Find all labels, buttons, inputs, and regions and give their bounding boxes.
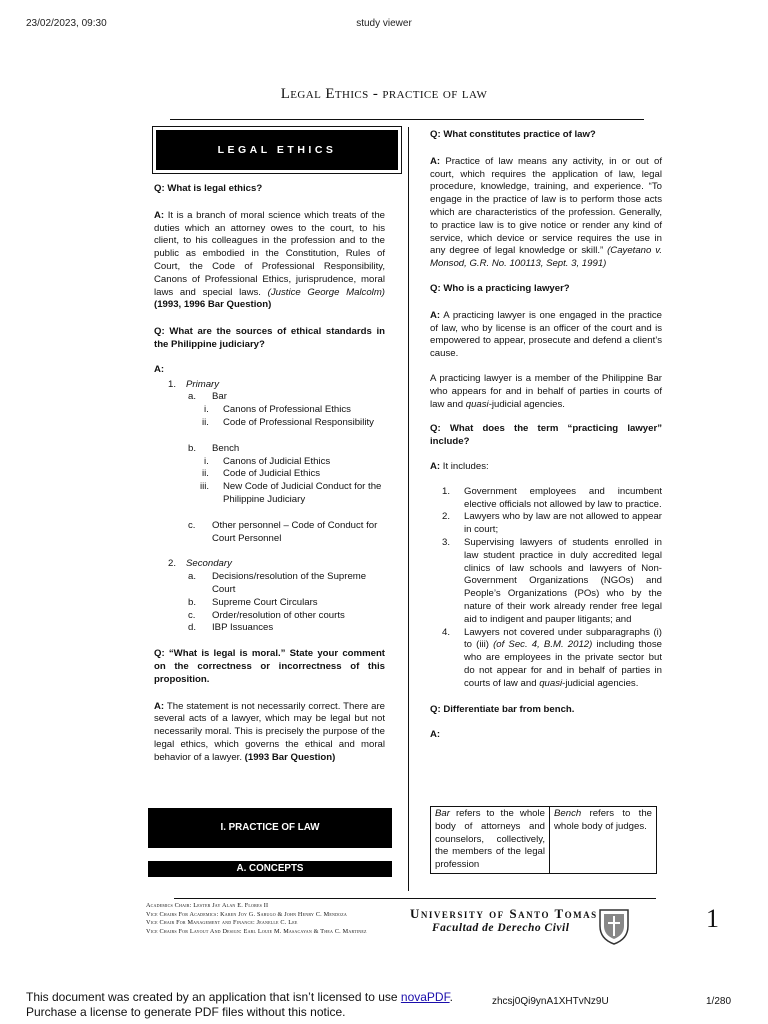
list-item: iii. New Code of Judicial Conduct for the Philippine Judiciary [200,481,382,505]
section-box-practice [148,808,392,848]
legal-ethics-heading: LEGAL ETHICS [156,130,398,170]
list-item: d. IBP Issuances [188,622,274,634]
list-item: i. Canons of Judicial Ethics [204,455,331,467]
list-item: b. Supreme Court Circulars [188,596,318,608]
bench-definition-cell: Bench refers to the whole body of judges. [550,807,657,874]
print-title: study viewer [356,18,412,29]
list-item: a. Decisions/resolution of the Supreme Court [188,571,367,595]
question-legal-moral: Q: “What is legal is moral.” State your comment on the correctness or incorrectness of this proposition. [154,648,385,685]
list-item: ii. Code of Judicial Ethics [202,468,321,480]
question-practicing-lawyer: Q: Who is a practicing lawyer? [430,282,570,294]
list-item: c. Order/resolution of other courts [188,609,345,621]
list-item: b. Bench [188,442,240,454]
answer-sources-label: A: [154,363,165,375]
question-bar-bench: Q: Differentiate bar from bench. [430,704,575,716]
page-number: 1 [706,904,719,933]
bar-bench-table [430,806,657,874]
page-title: Legal Ethics - practice of law [280,86,488,102]
practicing-lawyer-member: A practicing lawyer is a member of the Philippine Bar who appears for and in behalf of parties in courts of law and quasi-judicial agencies. [430,372,662,410]
document-code: zhcsj0Qi9ynA1XHTvNz9U [492,996,609,1007]
license-notice-line2: Purchase a license to generate PDF files without this notice. [26,1005,346,1019]
list-item: 2. Lawyers who by law are not allowed to appear in court; [442,511,662,536]
answer-bar-bench-label: A: [430,729,441,741]
footer-credits: Academics Chair: Lester Jay Alan E. Flores II Vice Chairs For Academics: Karen Joy G. Sabugo & John Henry C. Mendoza Vice Chair For Management and Finance: Jeanelle C. Lee Vice Chairs For Layout And Design: Earl Louie M. Masacayan & Thea C. Martinez [146,902,367,935]
license-notice [26,990,546,1020]
list-item: c. Other personnel – Code of Conduct for Court Personnel [188,519,378,544]
list-item: i. Canons of Professional Ethics [204,404,351,416]
includes-list [430,486,662,691]
title-rule [170,119,644,120]
list-item: a. Bar [188,391,227,403]
license-notice-line1: This document was created by an application that isn’t licensed to use novaPDF. [26,990,453,1004]
question-legal-ethics: Q: What is legal ethics? [154,183,263,194]
answer-legal-moral: A: The statement is not necessarily correct. There are several acts of a lawyer, which may be legal but not necessarily moral. This is precisely the purpose of the legal ethics, which governs the ethical and moral behavior of a lawyer. (1993 Bar Question) [154,700,385,763]
faculty-name: Facultad de Derecho Civil [432,922,570,934]
right-column [430,129,662,742]
section-heading-concepts: A. CONCEPTS [236,863,304,874]
answer-legal-ethics: A: It is a branch of moral science which treats of the duties which an attorney owes to the court, to his client, to his colleagues in the profession and to the public as embodied in the Constitution, Rules of Court, the Code of Professional Responsibility, Canons of Professional Ethics, jurisprudence, moral laws and special laws. (Justice George Malcolm) (1993, 1996 Bar Question) [154,209,386,311]
answer-includes: A: It includes: [430,460,489,472]
legal-ethics-box [152,126,402,174]
list-item: 1. Government employees and incumbent elective officials not allowed by law to practice. [442,485,662,510]
page-counter: 1/280 [706,996,732,1007]
section-heading-practice-of-law: I. PRACTICE OF LAW [220,822,320,833]
answer-practice-of-law: A: Practice of law means any activity, in or out of court, which requires the application of law, legal procedure, knowledge, training, and experience. “To engage in the practice of law is to perform those acts which are characteristics of the profession. Generally, to practice law is to give notice or render any kind of service, which device or service requires the use in any degree of legal knowledge or skill.” (Cayetano v. Monsod, G.R. No. 100113, Sept. 3, 1991) [430,155,662,270]
university-name: University of Santo Tomas [410,906,598,921]
list-item: ii. Code of Professional Responsibility [202,416,374,428]
bar-definition-cell: Bar refers to the whole body of attorneys and counselors, collectively, the members of the legal profession [431,807,550,874]
list-item: 3. Supervising lawyers of students enrolled in law student practice in duly accredited legal clinics of law schools and lawyers of Non-Government Organizations (NGOs) and People’s Organizations (POs) who by the nature of their work already render free legal aid to indigent and pauper litigants; and [442,536,662,625]
footer-rule [174,898,656,899]
question-sources: Q: What are the sources of ethical standards in the Philippine judiciary? [154,326,385,350]
list-item: 1. Primary [168,378,220,390]
list-item: 4. Lawyers not covered under subparagraphs (i) to (iii) (of Sec. 4, B.M. 2012) including those who are employees in the private sector but do not appear for and in behalf of parties in courts of law and quasi-judicial agencies. [442,626,662,689]
column-divider [408,127,409,891]
left-column [154,183,385,776]
section-box-concepts [148,861,392,877]
answer-practicing-lawyer: A: A practicing lawyer is one engaged in the practice of law, who by license is an officer of the court and is empowered to appear, prosecute and defend a client’s cause. [430,309,663,360]
question-practice-of-law: Q: What constitutes practice of law? [430,129,596,140]
list-item: 2. Secondary [168,558,232,570]
sources-list [154,379,385,636]
print-datetime: 23/02/2023, 09:30 [26,18,107,29]
novapdf-link[interactable]: novaPDF [400,990,450,1004]
question-term-include: Q: What does the term “practicing lawyer” include? [430,423,662,448]
university-seal-icon [597,906,631,946]
